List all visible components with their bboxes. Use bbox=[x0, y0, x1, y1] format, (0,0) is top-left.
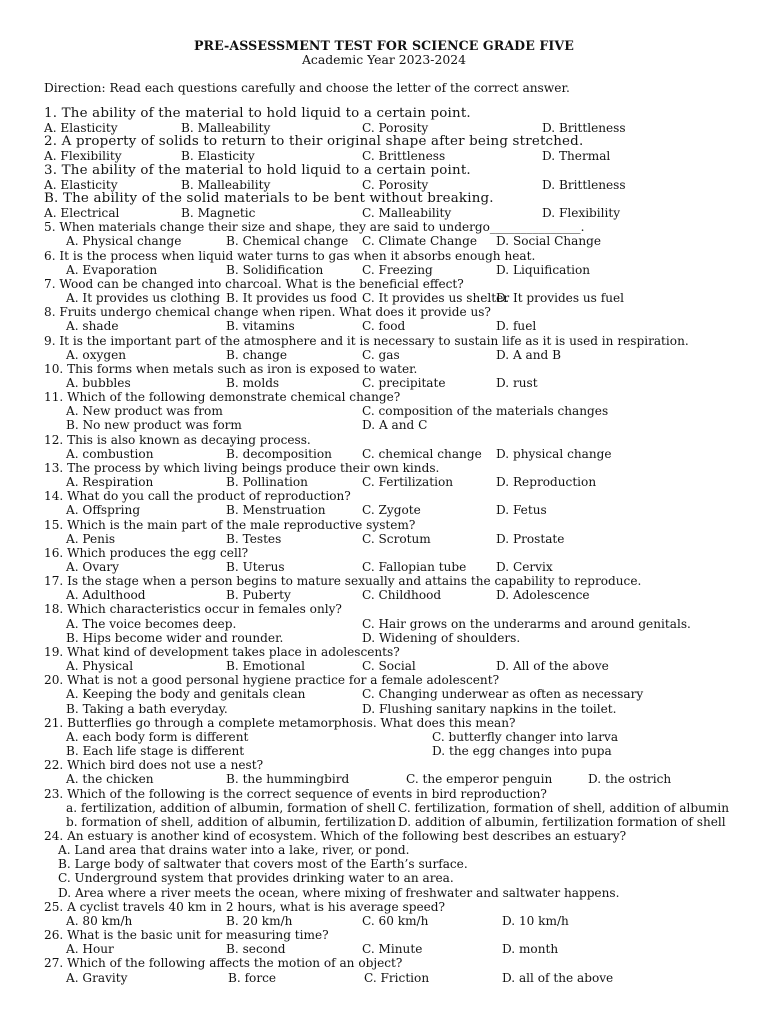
option-d: D. the ostrich bbox=[588, 772, 672, 787]
option-d: D. 10 km/h bbox=[502, 913, 569, 928]
option-a: A. each body form is different bbox=[66, 729, 249, 744]
answer-options bbox=[44, 121, 744, 135]
option-a: A. 80 km/h bbox=[66, 913, 133, 928]
option-a: A. The voice becomes deep. bbox=[66, 616, 237, 631]
answer-options bbox=[44, 942, 744, 956]
option-a: C. Underground system that provides drinking water to an area. bbox=[58, 871, 454, 886]
question-text bbox=[44, 900, 744, 914]
question-text bbox=[44, 362, 744, 376]
option-b: D. addition of albumin, fertilization formation of shell bbox=[398, 814, 726, 829]
option-a: B. Large body of saltwater that covers most of the Earth’s surface. bbox=[58, 857, 468, 872]
option-d: D. Adolescence bbox=[496, 588, 590, 603]
answer-options bbox=[44, 149, 744, 163]
option-a: A. bubbles bbox=[66, 375, 131, 390]
answer-options bbox=[44, 631, 744, 645]
option-c: C. chemical change bbox=[362, 446, 482, 461]
question-text bbox=[44, 390, 744, 404]
option-a: B. Each life stage is different bbox=[66, 744, 245, 759]
answer-options bbox=[44, 319, 744, 333]
option-a: B. No new product was form bbox=[66, 418, 242, 433]
question-text bbox=[44, 107, 744, 121]
option-a: A. Hour bbox=[66, 942, 114, 957]
question-stem: 13. The process by which living beings produce their own kinds. bbox=[44, 460, 440, 475]
question-stem: 21. Butterflies go through a complete metamorphosis. What does this mean? bbox=[44, 715, 516, 730]
option-c: C. Porosity bbox=[362, 121, 429, 136]
option-d: D. A and B bbox=[496, 347, 562, 362]
option-c: C. Fallopian tube bbox=[362, 560, 467, 574]
question-stem: 9. It is the important part of the atmosphere and it is necessary to sustain life as it is used in respiration. bbox=[44, 333, 689, 348]
option-d: D. Liquification bbox=[496, 262, 591, 277]
option-c: C. Brittleness bbox=[362, 149, 446, 164]
question-text bbox=[44, 220, 744, 234]
answer-options bbox=[44, 801, 744, 815]
question-stem: 11. Which of the following demonstrate chemical change? bbox=[44, 390, 401, 405]
option-c: C. gas bbox=[362, 347, 400, 362]
question-stem: 10. This forms when metals such as iron is exposed to water. bbox=[44, 361, 418, 376]
answer-options bbox=[44, 404, 744, 418]
option-a: D. Area where a river meets the ocean, where mixing of freshwater and saltwater happens. bbox=[58, 885, 620, 900]
answer-options bbox=[44, 687, 744, 701]
question-text bbox=[44, 928, 744, 942]
question-stem: B. The ability of the solid materials to be bent without breaking. bbox=[44, 190, 494, 206]
option-b: B. the hummingbird bbox=[226, 772, 350, 787]
option-d: D. Flexibility bbox=[542, 206, 621, 221]
question-stem: 2. A property of solids to return to their original shape after being stretched. bbox=[44, 134, 584, 150]
answer-options bbox=[44, 263, 744, 277]
option-c: C. food bbox=[362, 319, 406, 334]
question-stem: 15. Which is the main part of the male reproductive system? bbox=[44, 517, 416, 532]
option-c: C. Scrotum bbox=[362, 531, 431, 546]
option-d: D. Brittleness bbox=[542, 177, 626, 192]
answer-options bbox=[44, 914, 744, 928]
option-b: B. decomposition bbox=[226, 446, 332, 461]
option-b: B. Pollination bbox=[226, 475, 308, 490]
question-text bbox=[44, 433, 744, 447]
option-c: C. Climate Change bbox=[362, 234, 477, 249]
option-a: A. Elasticity bbox=[44, 121, 118, 136]
option-c: C. Childhood bbox=[362, 588, 442, 603]
question-stem: 3. The ability of the material to hold liquid to a certain point. bbox=[44, 162, 471, 178]
question-text bbox=[44, 546, 744, 560]
option-b: B. Chemical change bbox=[226, 234, 349, 249]
answer-options bbox=[44, 843, 744, 857]
question-stem: 20. What is not a good personal hygiene practice for a female adolescent? bbox=[44, 673, 500, 688]
option-c: C. the emperor penguin bbox=[406, 772, 553, 787]
question-text bbox=[44, 164, 744, 178]
answer-options bbox=[44, 588, 744, 602]
question-stem: 5. When materials change their size and shape, they are said to undergo_______________. bbox=[44, 220, 585, 235]
question-stem: 27. Which of the following affects the motion of an object? bbox=[44, 956, 403, 971]
question-stem: 6. It is the process when liquid water turns to gas when it absorbs enough heat. bbox=[44, 248, 536, 263]
option-b: B. vitamins bbox=[226, 319, 295, 334]
answer-options bbox=[44, 617, 744, 631]
option-a: B. Taking a bath everyday. bbox=[66, 701, 228, 716]
option-b: B. Uterus bbox=[226, 560, 285, 574]
option-b: B. Testes bbox=[226, 531, 282, 546]
option-d: D. Prostate bbox=[496, 531, 565, 546]
test-title: PRE-ASSESSMENT TEST FOR SCIENCE GRADE FIVE bbox=[193, 38, 574, 53]
question-text bbox=[44, 135, 744, 149]
option-a: A. shade bbox=[66, 319, 119, 334]
option-d: D. Social Change bbox=[496, 234, 602, 249]
option-c: C. Fertilization bbox=[362, 475, 454, 490]
answer-options bbox=[44, 560, 744, 574]
option-a: a. fertilization, addition of albumin, formation of shell bbox=[66, 800, 396, 815]
option-b: B. Malleability bbox=[181, 121, 271, 136]
answer-options bbox=[44, 234, 744, 248]
option-c: D. Flushing sanitary napkins in the toilet. bbox=[362, 701, 617, 716]
option-b: B. molds bbox=[226, 375, 280, 390]
option-a: A. Ovary bbox=[66, 560, 119, 574]
answer-options bbox=[44, 772, 744, 786]
option-a: A. the chicken bbox=[66, 772, 154, 787]
option-a: A. Physical bbox=[66, 659, 134, 674]
directions: Direction: Read each questions carefully and choose the letter of the correct answer. bbox=[44, 81, 570, 95]
option-c: D. A and C bbox=[362, 418, 428, 433]
question-stem: 14. What do you call the product of reproduction? bbox=[44, 489, 351, 504]
question-stem: 1. The ability of the material to hold liquid to a certain point. bbox=[44, 106, 471, 121]
option-a: A. New product was from bbox=[66, 404, 223, 419]
answer-options bbox=[44, 291, 744, 305]
option-a: A. combustion bbox=[66, 446, 154, 461]
option-b: B. Elasticity bbox=[181, 149, 255, 164]
option-c: C. Malleability bbox=[362, 206, 452, 221]
question-stem: 19. What kind of development takes place in adolescents? bbox=[44, 644, 400, 659]
question-stem: 18. Which characteristics occur in females only? bbox=[44, 602, 342, 617]
option-d: D. All of the above bbox=[496, 659, 609, 674]
option-a: A. Electrical bbox=[44, 206, 120, 221]
question-stem: 16. Which produces the egg cell? bbox=[44, 545, 249, 560]
answer-options bbox=[44, 871, 744, 885]
answer-options bbox=[44, 503, 744, 517]
option-c: C. Changing underwear as often as necessary bbox=[362, 687, 644, 702]
question-text bbox=[44, 277, 744, 291]
option-a: A. oxygen bbox=[66, 347, 127, 362]
answer-options bbox=[44, 206, 744, 220]
option-c: C. Hair grows on the underarms and around genitals. bbox=[362, 616, 691, 631]
option-d: D. fuel bbox=[496, 319, 537, 334]
question-text bbox=[44, 758, 744, 772]
option-d: D. Reproduction bbox=[496, 475, 597, 490]
question-text bbox=[44, 673, 744, 687]
answer-options bbox=[44, 744, 744, 758]
option-c: C. Porosity bbox=[362, 177, 429, 192]
option-d: D. Cervix bbox=[496, 560, 553, 574]
question-stem: 12. This is also known as decaying process. bbox=[44, 432, 311, 447]
academic-year: Academic Year 2023-2024 bbox=[301, 52, 467, 67]
question-text bbox=[44, 956, 744, 970]
answer-options bbox=[44, 418, 744, 432]
option-d: D. Thermal bbox=[542, 149, 611, 164]
option-a: A. Keeping the body and genitals clean bbox=[66, 687, 306, 702]
question-text bbox=[44, 518, 744, 532]
option-b: B. It provides us food bbox=[226, 291, 358, 306]
question-text bbox=[44, 489, 744, 503]
answer-options bbox=[44, 730, 744, 744]
answer-options bbox=[44, 447, 744, 461]
option-d: D. month bbox=[502, 942, 559, 957]
option-c: C. Freezing bbox=[362, 262, 433, 277]
option-b: B. force bbox=[228, 970, 277, 985]
option-c: C. Minute bbox=[362, 942, 423, 957]
option-c: C. 60 km/h bbox=[362, 913, 429, 928]
option-a: A. Elasticity bbox=[44, 177, 118, 192]
option-c: C. Social bbox=[362, 659, 416, 674]
question-text bbox=[44, 249, 744, 263]
option-a: A. Flexibility bbox=[44, 149, 122, 164]
option-b: B. 20 km/h bbox=[226, 913, 293, 928]
option-c: D. Widening of shoulders. bbox=[362, 630, 521, 645]
option-a: A. Gravity bbox=[66, 970, 128, 985]
option-a: A. Physical change bbox=[66, 234, 182, 249]
option-d: D. physical change bbox=[496, 446, 612, 461]
question-stem: 7. Wood can be changed into charcoal. What is the beneficial effect? bbox=[44, 276, 464, 291]
answer-options bbox=[44, 815, 744, 829]
question-text bbox=[44, 829, 744, 843]
option-c: C. It provides us shelter bbox=[362, 291, 510, 306]
question-text bbox=[44, 192, 744, 206]
option-a: A. Penis bbox=[66, 531, 116, 546]
option-a: A. Adulthood bbox=[66, 588, 146, 603]
answer-options bbox=[44, 659, 744, 673]
question-text bbox=[44, 602, 744, 616]
option-b: B. Puberty bbox=[226, 588, 291, 603]
answer-options bbox=[44, 178, 744, 192]
option-d: C. butterfly changer into larva bbox=[432, 729, 619, 744]
option-c: C. precipitate bbox=[362, 375, 446, 390]
option-b: B. Menstruation bbox=[226, 503, 326, 518]
option-c: C. Friction bbox=[364, 970, 430, 985]
option-a: A. Offspring bbox=[66, 503, 141, 518]
question-stem: 22. Which bird does not use a nest? bbox=[44, 758, 264, 773]
option-d: D. the egg changes into pupa bbox=[432, 744, 612, 759]
question-text bbox=[44, 305, 744, 319]
option-d: D. Fetus bbox=[496, 503, 547, 518]
answer-options bbox=[44, 376, 744, 390]
option-b: B. change bbox=[226, 347, 288, 362]
option-b: B. Malleability bbox=[181, 177, 271, 192]
question-stem: 8. Fruits undergo chemical change when ripen. What does it provide us? bbox=[44, 305, 491, 320]
option-b: B. Emotional bbox=[226, 659, 306, 674]
question-stem: 23. Which of the following is the correct sequence of events in bird reproduction? bbox=[44, 786, 547, 801]
answer-options bbox=[44, 348, 744, 362]
question-stem: 25. A cyclist travels 40 km in 2 hours, what is his average speed? bbox=[44, 899, 445, 914]
option-d: D. rust bbox=[496, 375, 538, 390]
question-text bbox=[44, 716, 744, 730]
option-c: C. composition of the materials changes bbox=[362, 404, 609, 419]
option-b: C. fertilization, formation of shell, addition of albumin bbox=[398, 800, 730, 815]
option-d: D. It provides us fuel bbox=[496, 291, 625, 306]
answer-options bbox=[44, 886, 744, 900]
option-b: B. second bbox=[226, 942, 286, 957]
option-d: D. Brittleness bbox=[542, 121, 626, 136]
option-a: b. formation of shell, addition of albumin, fertilization bbox=[66, 814, 396, 829]
option-a: A. Land area that drains water into a lake, river, or pond. bbox=[58, 843, 410, 858]
question-text bbox=[44, 574, 744, 588]
answer-options bbox=[44, 857, 744, 871]
question-stem: 24. An estuary is another kind of ecosystem. Which of the following best describes an estuary? bbox=[44, 828, 627, 843]
option-c: C. Zygote bbox=[362, 503, 421, 518]
question-text bbox=[44, 787, 744, 801]
option-b: B. Solidification bbox=[226, 262, 324, 277]
option-d: D. all of the above bbox=[502, 970, 614, 985]
answer-options bbox=[44, 532, 744, 546]
option-b: B. Magnetic bbox=[181, 206, 256, 221]
option-a: A. Evaporation bbox=[66, 262, 158, 277]
answer-options bbox=[44, 971, 744, 985]
answer-options bbox=[44, 475, 744, 489]
question-stem: 17. Is the stage when a person begins to mature sexually and attains the capability to reproduce. bbox=[44, 574, 642, 589]
option-a: A. Respiration bbox=[66, 475, 154, 490]
question-list bbox=[44, 107, 744, 985]
question-stem: 26. What is the basic unit for measuring time? bbox=[44, 928, 329, 943]
answer-options bbox=[44, 702, 744, 716]
question-text bbox=[44, 334, 744, 348]
option-a: B. Hips become wider and rounder. bbox=[66, 630, 284, 645]
question-text bbox=[44, 461, 744, 475]
question-text bbox=[44, 645, 744, 659]
option-a: A. It provides us clothing bbox=[66, 291, 221, 306]
